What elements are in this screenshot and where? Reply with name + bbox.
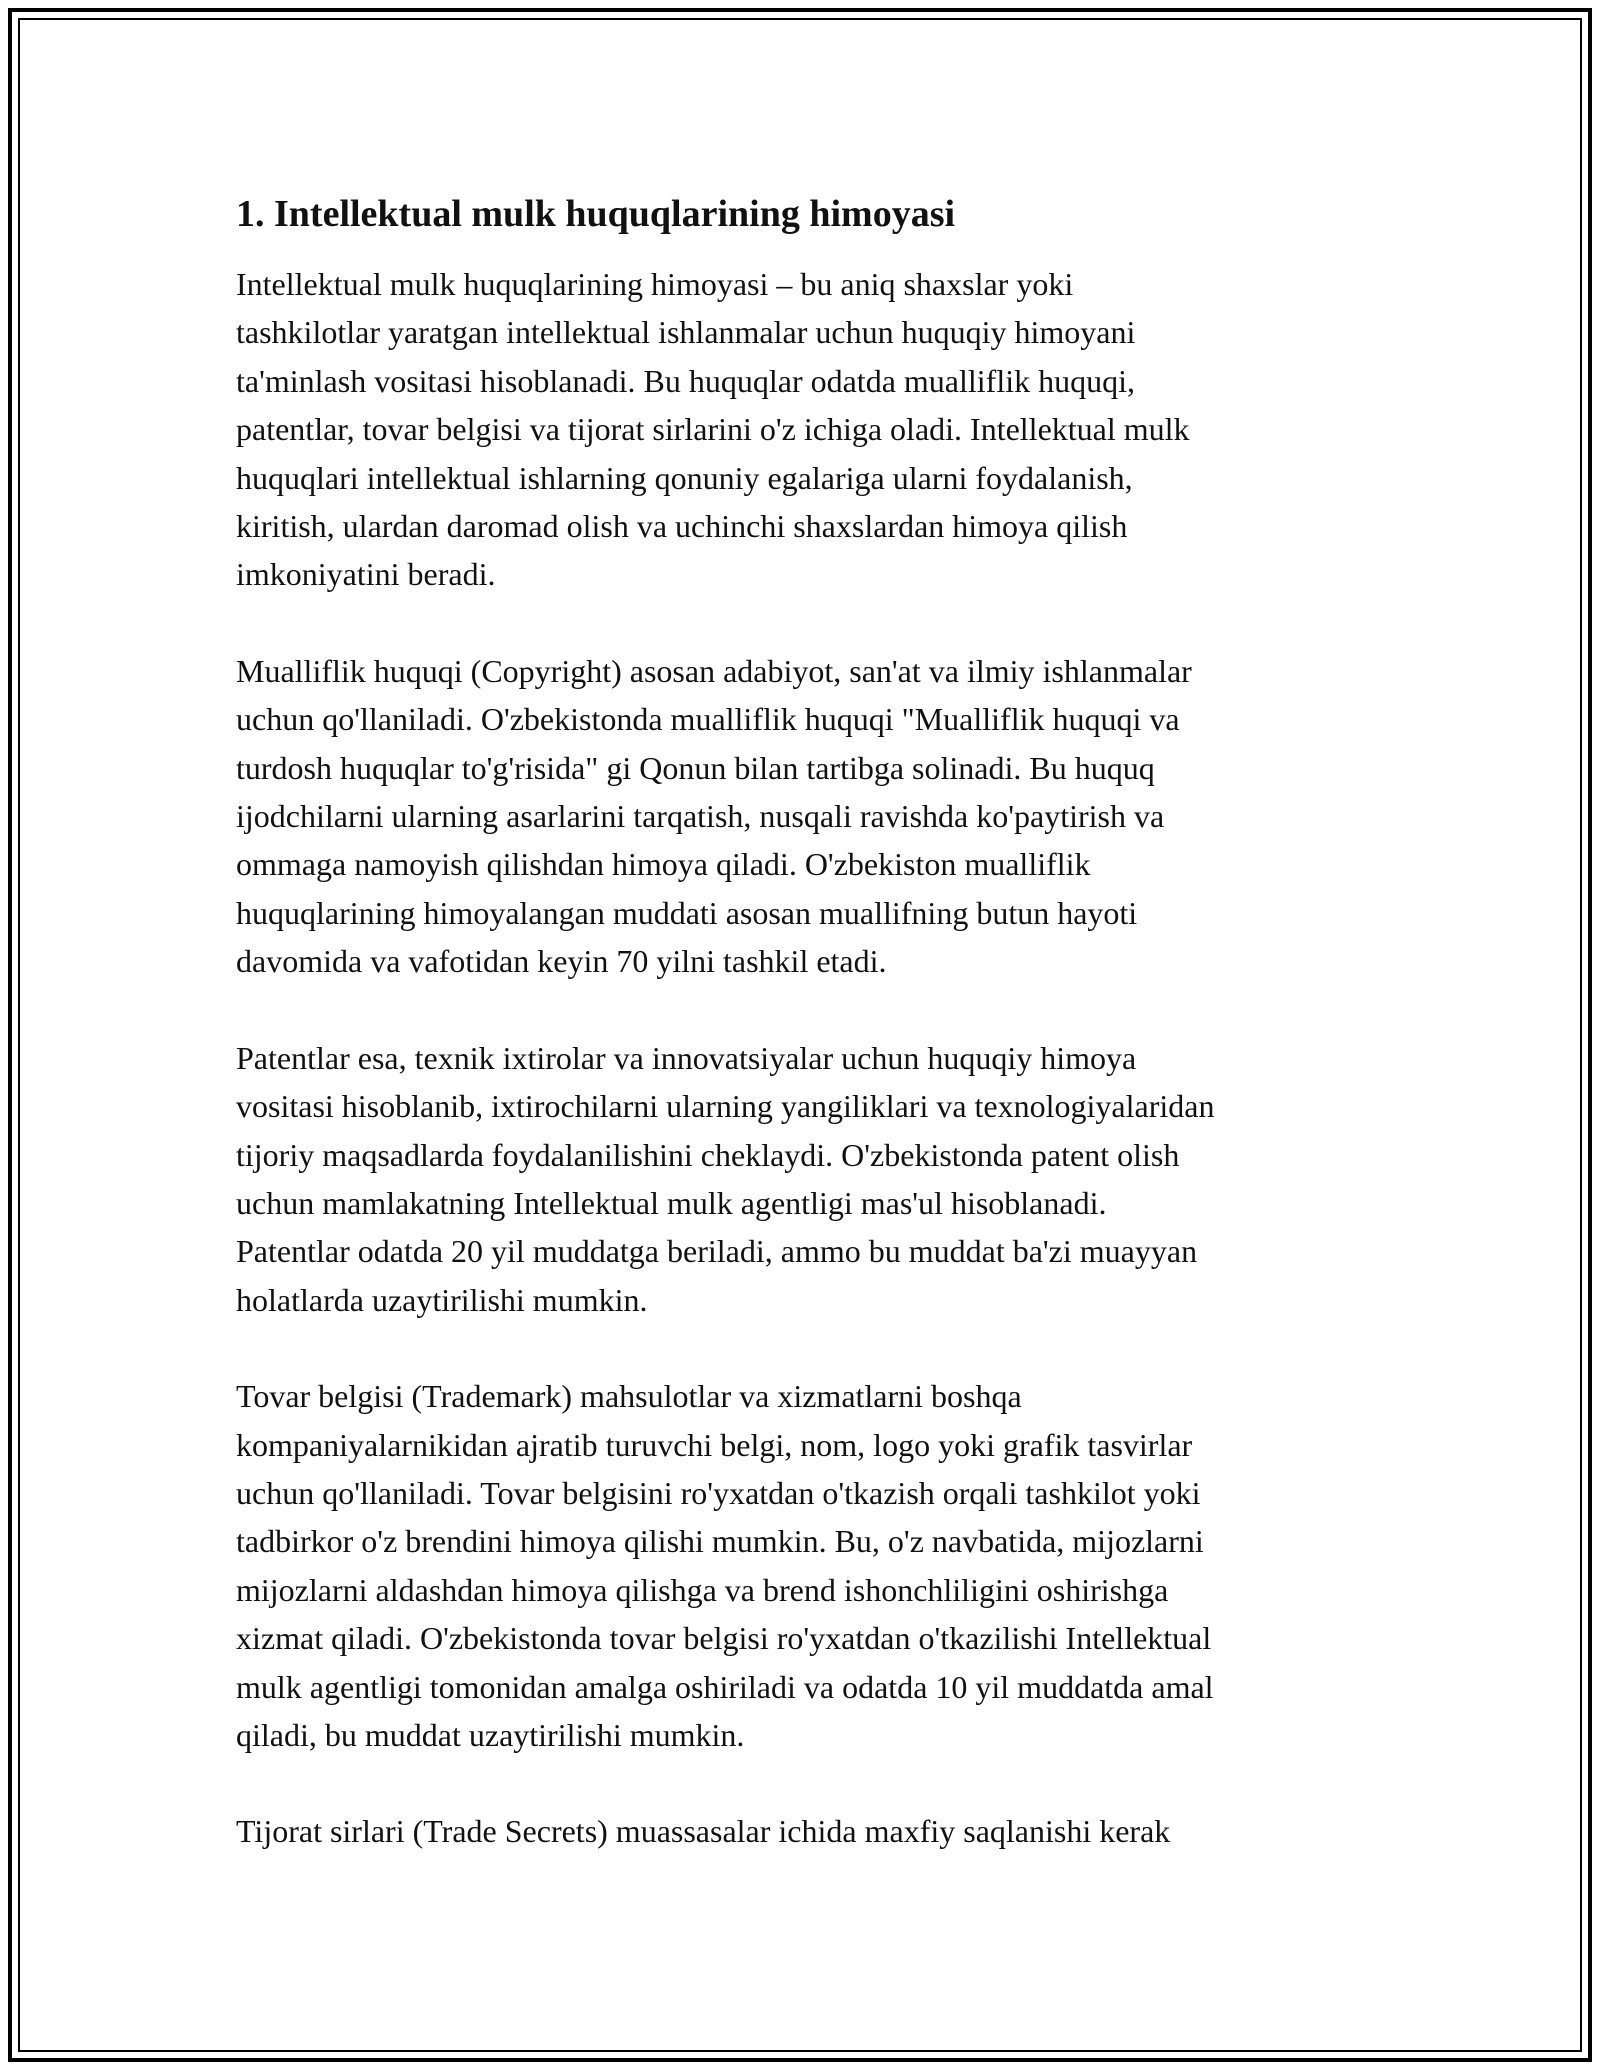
paragraph-line: tashkilotlar yaratgan intellektual ishlanmalar uchun huquqiy himoyani <box>236 314 1136 351</box>
paragraph-line: turdosh huquqlar to'g'risida" gi Qonun bilan tartibga solinadi. Bu huquq <box>236 749 1155 786</box>
paragraph-line: uchun qo'llaniladi. Tovar belgisini ro'yxatdan o'tkazish orqali tashkilot yoki <box>236 1474 1201 1511</box>
document-page <box>236 186 1366 1904</box>
paragraph-line: tadbirkor o'z brendini himoya qilishi mumkin. Bu, o'z navbatida, mijozlarni <box>236 1523 1204 1560</box>
paragraph-line: huquqlari intellektual ishlarning qonuniy egalariga ularni foydalanish, <box>236 459 1133 496</box>
paragraph-line: ta'minlash vositasi hisoblanadi. Bu huquqlar odatda mualliflik huquqi, <box>236 362 1135 399</box>
paragraph-2 <box>236 647 1366 986</box>
section-heading: 1. Intellektual mulk huquqlarining himoyasi <box>236 193 956 235</box>
paragraph-line: ijodchilarni ularning asarlarini tarqatish, nusqali ravishda ko'paytirish va <box>236 798 1165 835</box>
paragraph-line: uchun mamlakatning Intellektual mulk agentligi mas'ul hisoblanadi. <box>236 1184 1107 1221</box>
paragraph-line: Tovar belgisi (Trademark) mahsulotlar va xizmatlarni boshqa <box>236 1378 1022 1415</box>
paragraph-line: mulk agentligi tomonidan amalga oshiriladi va odatda 10 yil muddatda amal <box>236 1668 1214 1705</box>
paragraph-line: uchun qo'llaniladi. O'zbekistonda mualliflik huquqi "Mualliflik huquqi va <box>236 701 1180 738</box>
paragraph-line: qiladi, bu muddat uzaytirilishi mumkin. <box>236 1716 745 1753</box>
paragraph-line: kompaniyalarnikidan ajratib turuvchi belgi, nom, logo yoki grafik tasvirlar <box>236 1426 1193 1463</box>
paragraph-line: patentlar, tovar belgisi va tijorat sirlarini o'z ichiga oladi. Intellektual mulk <box>236 411 1190 448</box>
paragraph-line: vositasi hisoblanib, ixtirochilarni ularning yangiliklari va texnologiyalaridan <box>236 1088 1215 1125</box>
paragraph-line: kiritish, ulardan daromad olish va uchinchi shaxslardan himoya qilish <box>236 508 1128 545</box>
paragraph-5 <box>236 1807 1366 1855</box>
paragraph-line: davomida va vafotidan keyin 70 yilni tashkil etadi. <box>236 943 887 980</box>
paragraph-line: Patentlar esa, texnik ixtirolar va innovatsiyalar uchun huquqiy himoya <box>236 1039 1137 1076</box>
paragraph-line: huquqlarining himoyalangan muddati asosan muallifning butun hayoti <box>236 894 1138 931</box>
paragraph-4 <box>236 1372 1366 1759</box>
paragraph-3 <box>236 1034 1366 1324</box>
paragraph-line: ommaga namoyish qilishdan himoya qiladi. O'zbekiston mualliflik <box>236 846 1091 883</box>
paragraph-line: Intellektual mulk huquqlarining himoyasi – bu aniq shaxslar yoki <box>236 266 1074 302</box>
paragraph-line: mijozlarni aldashdan himoya qilishga va brend ishonchliligini oshirishga <box>236 1571 1169 1608</box>
paragraph-line: Tijorat sirlari (Trade Secrets) muassasalar ichida maxfiy saqlanishi kerak <box>236 1813 1171 1850</box>
paragraph-line: tijoriy maqsadlarda foydalanilishini cheklaydi. O'zbekistonda patent olish <box>236 1136 1180 1173</box>
paragraph-1 <box>236 260 1366 599</box>
paragraph-line: Patentlar odatda 20 yil muddatga beriladi, ammo bu muddat ba'zi muayyan <box>236 1233 1198 1270</box>
paragraph-line: imkoniyatini beradi. <box>236 556 496 593</box>
document-body <box>236 260 1366 1856</box>
paragraph-line: xizmat qiladi. O'zbekistonda tovar belgisi ro'yxatdan o'tkazilishi Intellektual <box>236 1620 1212 1657</box>
paragraph-line: Mualliflik huquqi (Copyright) asosan adabiyot, san'at va ilmiy ishlanmalar <box>236 652 1192 689</box>
paragraph-line: holatlarda uzaytirilishi mumkin. <box>236 1281 648 1318</box>
